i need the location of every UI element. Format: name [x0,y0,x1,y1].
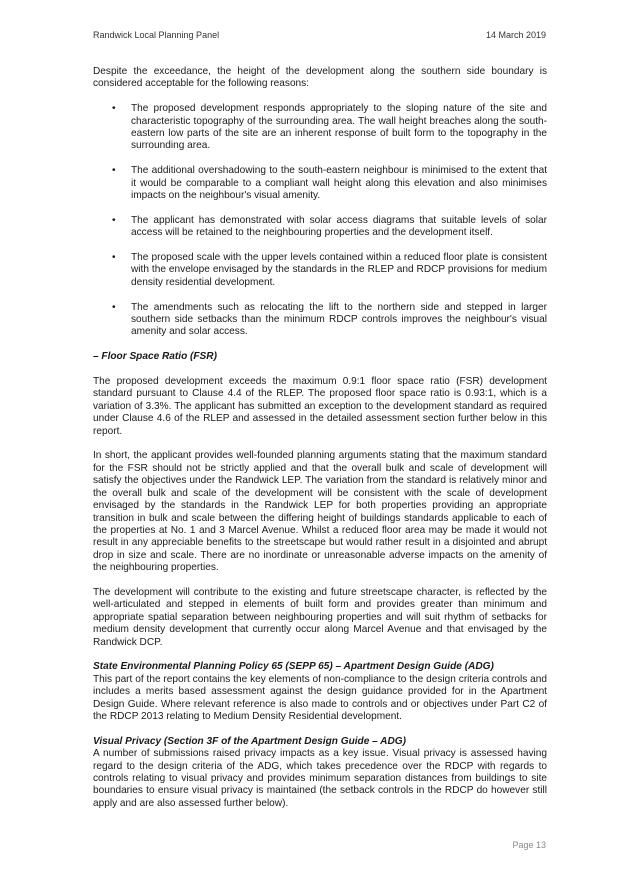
fsr-paragraph: The proposed development exceeds the maximum 0.9:1 floor space ratio (FSR) development standard pursuant to Clause 4.4 of the RLEP. The proposed floor space ratio is 0.93:1, which is a variation of 3.3%. The applicant has submitted an exception to the development standard as required under Clause 4.6 of the RLEP and assessed in the detailed assessment section further below in this report. [93,376,547,437]
list-item [93,215,547,240]
fsr-paragraph: The development will contribute to the existing and future streetscape character, is reflected by the well-articulated and stepped in elements of built form and provides greater than minimum and appropriate spatial separation between neighbouring properties and will suit rhythm of setbacks for medium density development that currently occur along Marcel Avenue and that envisaged by the Randwick DCP. [93,586,547,648]
fsr-paragraph: In short, the applicant provides well-founded planning arguments stating that the maximum standard for the FSR should not be strictly applied and that the overall bulk and scale of development will satisfy the objectives under the Randwick LEP. The variation from the standard is relatively minor and the overall bulk and scale of the development will be consistent with the scale of development envisaged by the standards in the Randwick LEP for both properties providing an appropriate transition in bulk and scale between the differing height of buildings standards applicable to each of the properties at No. 1 and 3 Marcel Avenue. Whilst a reduced floor area may be made it would not result in any appreciable benefits to the streetscape but would rather result in a disjointed and abrupt drop in size and scale. There are no inordinate or unreasonable adverse impacts on the amenity of the neighbouring properties. [93,450,547,574]
bullet-icon: • [112,252,116,264]
intro-paragraph: Despite the exceedance, the height of the development along the southern side boundary is considered acceptable for the following reasons: [93,66,547,90]
list-item [93,103,547,153]
list-item-text: The applicant has demonstrated with solar access diagrams that suitable levels of solar access will be retained to the neighbouring properties and the development itself. [131,214,547,239]
fsr-heading: – Floor Space Ratio (FSR) [93,351,217,363]
list-item-text: The amendments such as relocating the lift to the northern side and stepped in larger southern side setbacks than the minimum RDCP controls improves the neighbour's visual amenity and solar access. [131,301,547,338]
bullet-icon: • [112,103,116,115]
sepp-heading: State Environmental Planning Policy 65 (SEPP 65) – Apartment Design Guide (ADG) [93,661,494,673]
page-content [93,66,547,823]
bullet-icon: • [112,214,116,226]
list-item [93,165,547,202]
list-item [93,302,547,339]
privacy-heading: Visual Privacy (Section 3F of the Apartment Design Guide – ADG) [93,735,406,747]
page-header [93,30,546,44]
bullet-icon: • [112,165,116,177]
list-item-text: The proposed development responds appropriately to the sloping nature of the site and characteristic topography of the surrounding area. The wall height breaches along the south-eastern low parts of the site are an inherent response of built form to the topography in the surrounding area. [131,103,547,152]
reasons-list [93,103,547,339]
page-number: Page 13 [512,840,546,850]
bullet-icon: • [112,301,116,313]
header-panel-name: Randwick Local Planning Panel [93,30,220,40]
list-item-text: The additional overshadowing to the south-eastern neighbour is minimised to the extent that it would be comparable to a compliant wall height along this elevation and also minimises impacts on the neighbour's visual amenity. [131,165,547,202]
privacy-paragraph: A number of submissions raised privacy impacts as a key issue. Visual privacy is assessed having regard to the design criteria of the ADG, which takes precedence over the RDCP with regards to controls relating to visual privacy and provides minimum separation distances from buildings to site boundaries to ensure visual privacy is maintained (the setback controls in the RDCP do however still apply and are also assessed further below). [93,748,547,809]
sepp-paragraph: This part of the report contains the key elements of non-compliance to the design criteria controls and includes a merits based assessment against the design guidance provided for in the Apartment Design Guide. Where relevant reference is also made to controls and or objectives under Part C2 of the RDCP 2013 relating to Medium Density Residential development. [93,673,547,722]
header-date: 14 March 2019 [485,30,546,40]
list-item-text: The proposed scale with the upper levels contained within a reduced floor plate is consistent with the envelope envisaged by the standards in the RLEP and RDCP provisions for medium density residential development. [131,252,547,288]
list-item [93,252,547,289]
